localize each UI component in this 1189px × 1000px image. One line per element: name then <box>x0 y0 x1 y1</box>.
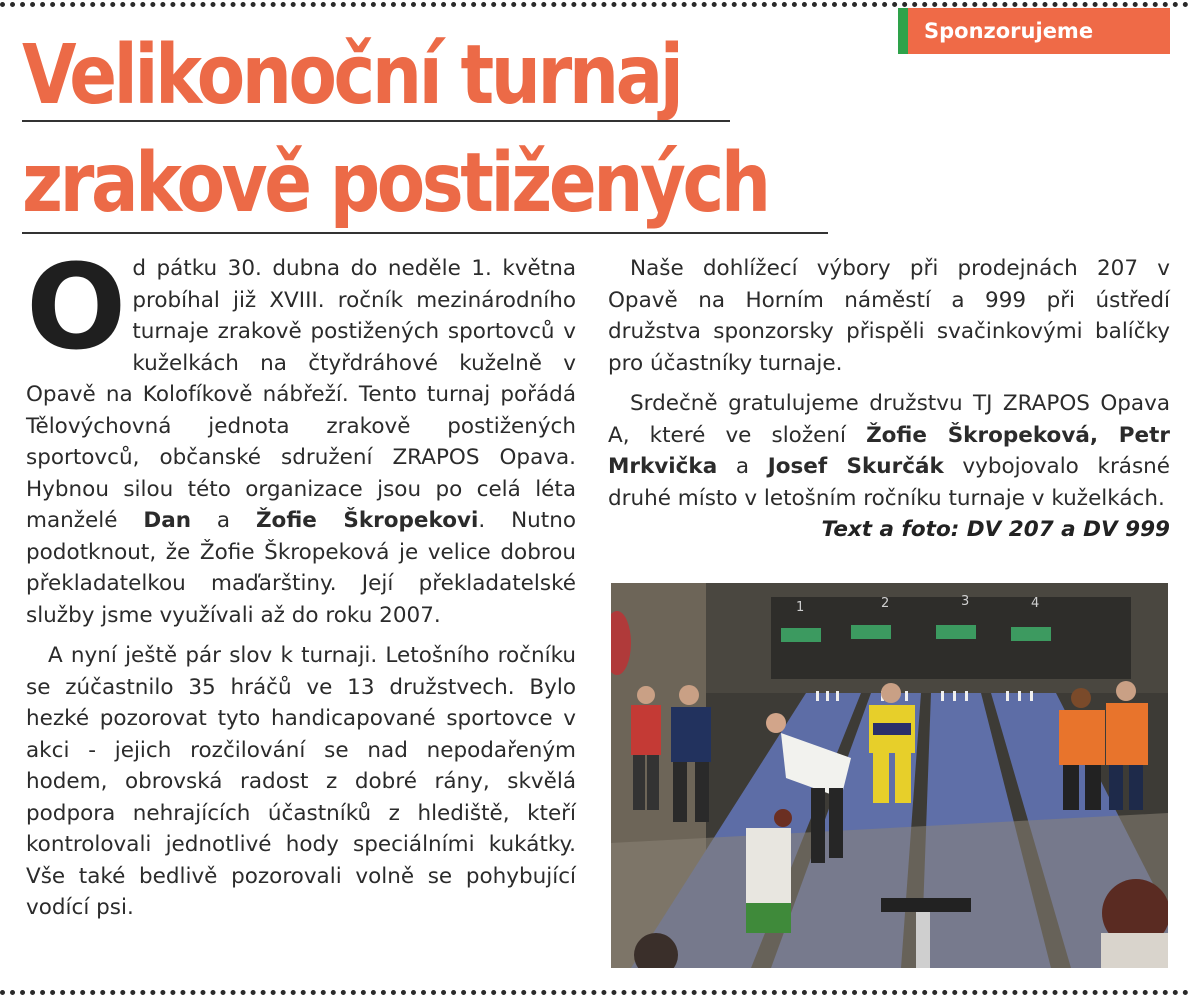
lane-number-3: 3 <box>961 594 970 609</box>
name-dan: Dan <box>143 508 192 533</box>
score-box <box>746 828 791 903</box>
intro-text: d pátku 30. dubna do neděle 1. května probíhal již XVIII. ročník mezinárodního turnaje zrakově postižených sportovců v kuželkách na čtyřdráhové kuželně v Opavě na Kolofíkově nábřeží. Tento turnaj pořádá Tělovýchovná jednota zrakově postižených sportovců, občanské sdružení ZRAPOS Opava. Hybnou silou této organizace jsou po celá léta manželé <box>26 256 576 533</box>
bench <box>881 898 971 912</box>
intro-text-end: . Nutno podotknout, že Žofie Škropeková je velice dobrou překladatelkou maďarštiny. Její překladatelské služby jsme využívali až do roku 2007. <box>26 508 577 628</box>
headline-underline-2 <box>22 232 828 234</box>
conjunction: a <box>191 508 256 533</box>
article-column-right <box>608 253 1170 546</box>
article-headline <box>22 22 768 238</box>
name-skurcak: Josef Skurčák <box>767 454 944 479</box>
article-column-left <box>26 238 577 924</box>
headline-underline-1 <box>22 120 730 122</box>
congrats-text-end: vybojovalo krásné druhé místo v letošním ročníku turnaje v kuželkách. <box>608 454 1171 511</box>
drop-cap: O <box>26 238 127 376</box>
team-names: Žofie Škropeková, Petr Mrkvička <box>608 422 1170 479</box>
photo-credit: Text a foto: DV 207 a DV 999 <box>821 517 1170 542</box>
bottom-dotted-border <box>0 990 1189 995</box>
paragraph-intro <box>26 238 577 631</box>
bowling-photo <box>611 583 1168 968</box>
lane-number-4: 4 <box>1031 596 1040 611</box>
bowling-alley-illustration <box>611 583 1168 968</box>
conjunction-2: a <box>717 454 768 479</box>
paragraph-sponsors: Naše dohlížecí výbory při prodejnách 207 v Opavě na Horním náměstí a 999 při ústředí družstva sponzorsky přispěli svačinkovými balíčky pro účastníky turnaje. <box>608 256 1170 376</box>
paragraph-congrats <box>608 388 1171 542</box>
name-zofie: Žofie Škropekovi <box>255 508 479 533</box>
congrats-text: Srdečně gratulujeme družstvu TJ ZRAPOS Opava A, které ve složení <box>608 391 1170 448</box>
lane-number-2: 2 <box>881 596 890 611</box>
lane-number-1: 1 <box>796 600 805 615</box>
section-tag <box>898 8 1170 54</box>
section-tag-label: Sponzorujeme <box>924 19 1094 43</box>
headline-line-2: zrakově postižených <box>22 136 768 231</box>
paragraph-tournament: A nyní ještě pár slov k turnaji. Letošního ročníku se zúčastnilo 35 hráčů ve 13 družstvech. Bylo hezké pozorovat tyto handicapované sportovce v akci - jejich rozčilování se nad nepodařeným hodem, obrovská radost z dobré rány, skvělá podpora nehrajících účastníků z hlediště, kteří kontrolovali jednotlivé hody speciálními kukátky. Vše také bedlivě pozorovali volně se pohybující vodící psi. <box>26 643 576 920</box>
top-dotted-border <box>0 2 1189 7</box>
headline-line-1: Velikonoční turnaj <box>22 28 681 123</box>
section-tag-stripe <box>898 8 908 54</box>
